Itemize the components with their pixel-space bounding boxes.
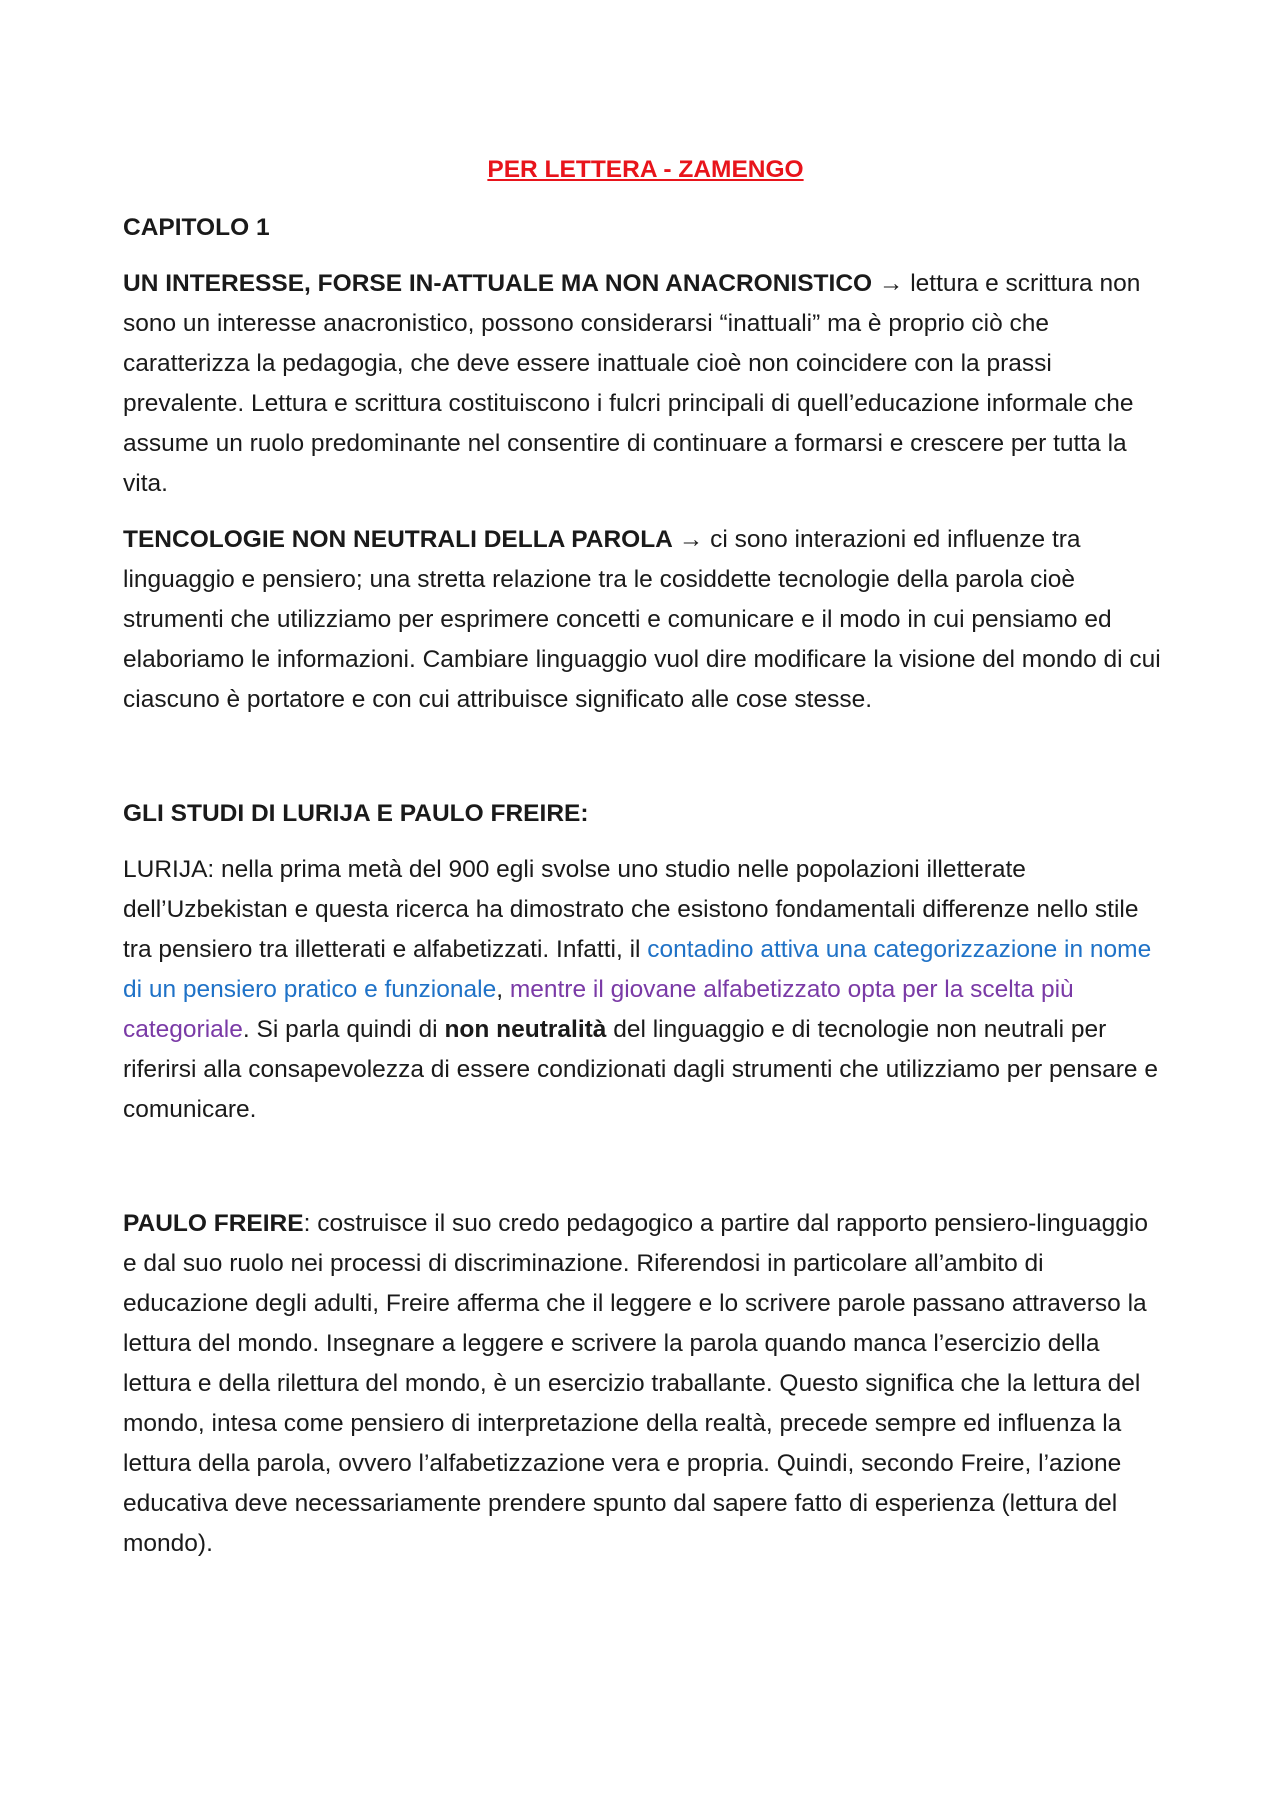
- spacer: [123, 1146, 1168, 1204]
- paragraph-freire: [123, 1204, 1168, 1564]
- paragraph-interesse-body: lettura e scrittura non sono un interesse anacronistico, possono considerarsi “inattuali” ma è proprio ciò che caratterizza la pedagogia, che deve essere inattuale cioè non coincidere con la prassi prevalente. Lettura e scrittura costituiscono i fulcri principali di quell’educazione informale che assume un ruolo predominante nel consentire di continuare a formarsi e crescere per tutta la vita.: [123, 270, 1141, 497]
- paragraph-tecnologie: [123, 520, 1168, 720]
- lurija-highlight-blue: contadino attiva una categorizzazione in nome di un pensiero pratico e funzionale: [123, 936, 1152, 1003]
- spacer: [123, 736, 1168, 794]
- lurija-comma: ,: [496, 976, 510, 1003]
- section-heading-tecnologie: TENCOLOGIE NON NEUTRALI DELLA PAROLA: [123, 526, 672, 553]
- section-heading-freire: PAULO FREIRE: [123, 1210, 304, 1237]
- paragraph-freire-body: : costruisce il suo credo pedagogico a partire dal rapporto pensiero-linguaggio e dal suo ruolo nei processi di discriminazione. Riferendosi in particolare all’ambito di educazione degli adulti, Freire afferma che il leggere e lo scrivere parole passano attraverso la lettura del mondo. Insegnare a leggere e scrivere la parola quando manca l’esercizio della lettura e della rilettura del mondo, è un esercizio traballante. Questo significa che la lettura del mondo, intesa come pensiero di interpretazione della realtà, precede sempre ed influenza la lettura della parola, ovvero l’alfabetizzazione vera e propria. Quindi, secondo Freire, l’azione educativa deve necessariamente prendere spunto dal sapere fatto di esperienza (lettura del mondo).: [123, 1210, 1148, 1557]
- lurija-bold-term: non neutralità: [444, 1016, 607, 1043]
- document-page: [123, 150, 1168, 1580]
- chapter-heading: CAPITOLO 1: [123, 214, 270, 241]
- paragraph-interesse: [123, 264, 1168, 504]
- section-heading-studi: GLI STUDI DI LURIJA E PAULO FREIRE:: [123, 800, 589, 827]
- paragraph-tecnologie-body: ci sono interazioni ed influenze tra linguaggio e pensiero; una stretta relazione tra le cosiddette tecnologie della parola cioè strumenti che utilizziamo per esprimere concetti e comunicare e il modo in cui pensiamo ed elaboriamo le informazioni. Cambiare linguaggio vuol dire modificare la visione del mondo di cui ciascuno è portatore e con cui attribuisce significato alle cose stesse.: [123, 526, 1161, 713]
- arrow-right-icon: →: [872, 270, 911, 297]
- paragraph-lurija: [123, 850, 1168, 1130]
- arrow-right-icon: →: [671, 526, 711, 553]
- document-title: PER LETTERA - ZAMENGO: [487, 156, 804, 183]
- section-heading-interesse: UN INTERESSE, FORSE IN-ATTUALE MA NON ANACRONISTICO: [123, 270, 873, 297]
- lurija-text-3: del linguaggio e di tecnologie non neutrali per riferirsi alla consapevolezza di essere condizionati dagli strumenti che utilizziamo per pensare e comunicare.: [123, 1016, 1158, 1123]
- lurija-text-1: LURIJA: nella prima metà del 900 egli svolse uno studio nelle popolazioni illetterate dell’Uzbekistan e questa ricerca ha dimostrato che esistono fondamentali differenze nello stile tra pensiero tra illetterati e alfabetizzati. Infatti, il: [123, 856, 1139, 963]
- lurija-text-2: . Si parla quindi di: [242, 1016, 445, 1043]
- lurija-highlight-purple: mentre il giovane alfabetizzato opta per la scelta più categoriale: [123, 976, 1074, 1043]
